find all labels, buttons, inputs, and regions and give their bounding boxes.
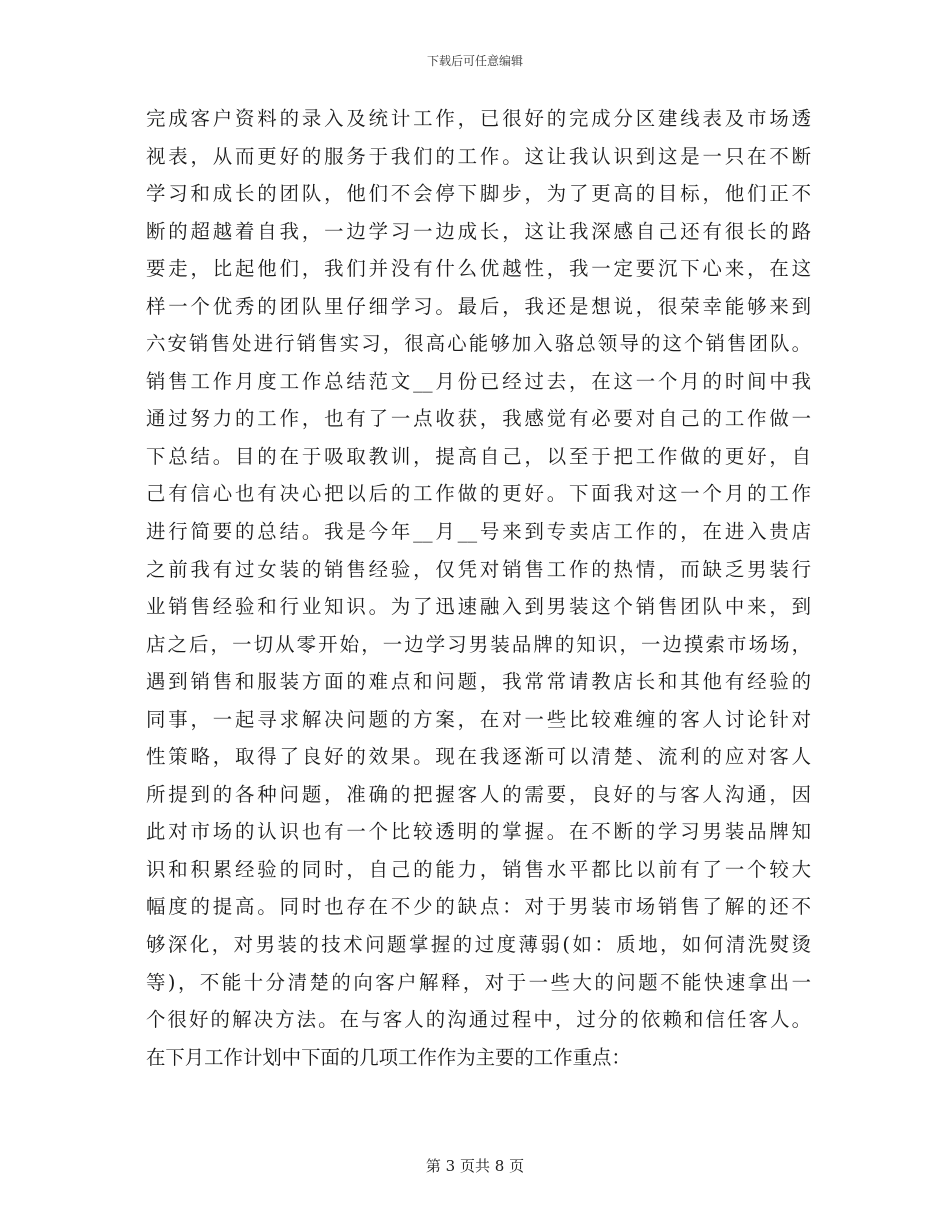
body-line-12: 进行简要的总结。我是今年__月__号来到专卖店工作的，在进入贵店 — [146, 520, 811, 544]
body-line-26: 在下月工作计划中下面的几项工作作为主要的工作重点： — [146, 1045, 631, 1069]
body-line-16: 遇到销售和服装方面的难点和问题，我常常请教店长和其他有经验的 — [146, 670, 811, 694]
body-line-15: 店之后，一切从零开始，一边学习男装品牌的知识，一边摸索市场场， — [146, 632, 811, 656]
body-line-17: 同事，一起寻求解决问题的方案，在对一些比较难缠的客人讨论针对 — [146, 707, 811, 731]
body-line-23: 够深化，对男装的技术问题掌握的过度薄弱(如：质地，如何清洗熨烫 — [146, 933, 811, 957]
body-line-18: 性策略，取得了良好的效果。现在我逐渐可以清楚、流利的应对客人 — [146, 745, 811, 769]
body-line-5: 要走，比起他们，我们并没有什么优越性，我一定要沉下心来，在这 — [146, 257, 811, 281]
body-line-14: 业销售经验和行业知识。为了迅速融入到男装这个销售团队中来，到 — [146, 595, 811, 619]
body-line-19: 所提到的各种问题，准确的把握客人的需要，良好的与客人沟通，因 — [146, 782, 811, 806]
body-line-2: 视表，从而更好的服务于我们的工作。这让我认识到这是一只在不断 — [146, 144, 811, 168]
body-line-10: 下总结。目的在于吸取教训，提高自己，以至于把工作做的更好，自 — [146, 444, 811, 468]
page-header-note: 下载后可任意编辑 — [426, 54, 523, 68]
body-line-25: 个很好的解决方法。在与客人的沟通过程中，过分的依赖和信任客人。 — [146, 1008, 811, 1032]
body-line-8: 销售工作月度工作总结范文__月份已经过去，在这一个月的时间中我 — [146, 369, 811, 393]
body-line-22: 幅度的提高。同时也存在不少的缺点：对于男装市场销售了解的还不 — [146, 895, 811, 919]
body-line-20: 此对市场的认识也有一个比较透明的掌握。在不断的学习男装品牌知 — [146, 820, 811, 844]
body-line-7: 六安销售处进行销售实习，很高心能够加入骆总领导的这个销售团队。 — [146, 332, 811, 356]
body-line-21: 识和积累经验的同时，自己的能力，销售水平都比以前有了一个较大 — [146, 857, 811, 881]
body-line-1: 完成客户资料的录入及统计工作，已很好的完成分区建线表及市场透 — [146, 107, 811, 130]
body-line-4: 断的超越着自我，一边学习一边成长，这让我深感自己还有很长的路 — [146, 219, 811, 243]
body-line-24: 等)，不能十分清楚的向客户解释，对于一些大的问题不能快速拿出一 — [146, 970, 811, 994]
body-line-13: 之前我有过女装的销售经验，仅凭对销售工作的热情，而缺乏男装行 — [146, 557, 811, 581]
body-line-6: 样一个优秀的团队里仔细学习。最后，我还是想说，很荣幸能够来到 — [146, 294, 811, 318]
document-body — [146, 100, 811, 1076]
page-number: 第 3 页共 8 页 — [425, 1157, 525, 1175]
body-line-11: 己有信心也有决心把以后的工作做的更好。下面我对这一个月的工作 — [146, 482, 811, 506]
body-line-9: 通过努力的工作，也有了一点收获，我感觉有必要对自己的工作做一 — [146, 407, 811, 431]
body-line-3: 学习和成长的团队，他们不会停下脚步，为了更高的目标，他们正不 — [146, 182, 811, 206]
